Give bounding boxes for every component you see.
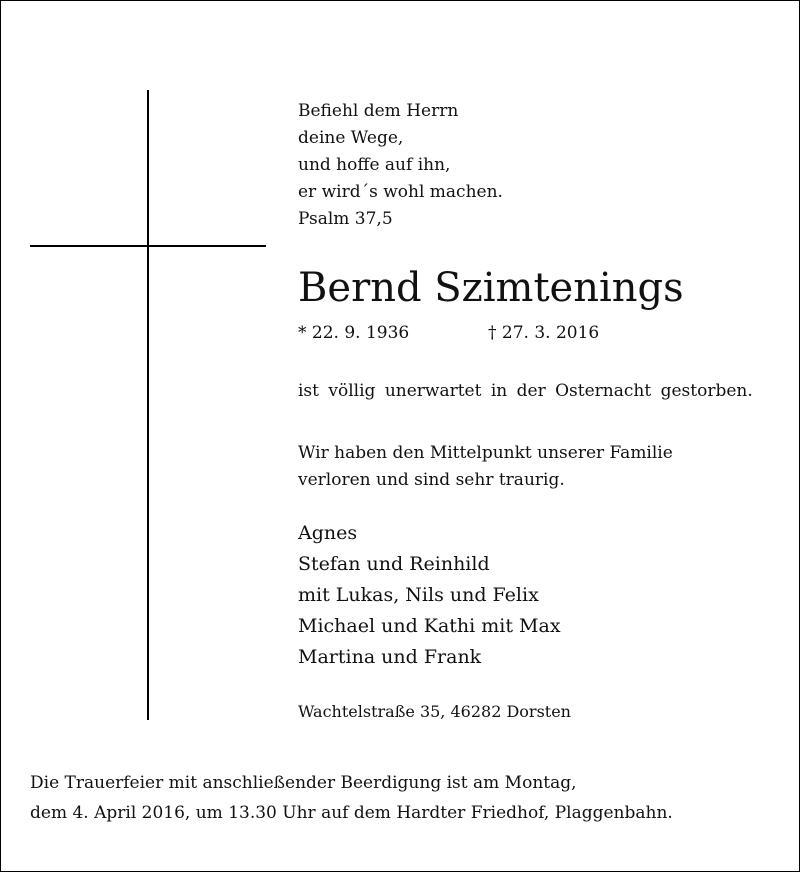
deceased-name: Bernd Szimtenings: [298, 265, 684, 311]
funeral-details-line: Die Trauerfeier mit anschließender Beerdigung ist am Montag,: [30, 773, 577, 793]
family-member: Stefan und Reinhild: [298, 553, 490, 575]
psalm-line: Befiehl dem Herrn: [298, 101, 459, 121]
notice-content: [298, 98, 778, 721]
psalm-line: er wird´s wohl machen.: [298, 182, 503, 202]
psalm-line: deine Wege,: [298, 128, 404, 148]
birth-date: * 22. 9. 1936: [298, 323, 410, 343]
psalm-verse: [298, 98, 778, 233]
funeral-details: [30, 768, 770, 828]
family-members: [298, 518, 778, 673]
family-address: Wachtelstraße 35, 46282 Dorsten: [298, 702, 571, 721]
family-member: Agnes: [298, 522, 358, 544]
death-statement: ist völlig unerwartet in der Osternacht gestorben.: [298, 381, 753, 401]
family-member: Michael und Kathi mit Max: [298, 615, 561, 637]
psalm-line: und hoffe auf ihn,: [298, 155, 451, 175]
family-member: Martina und Frank: [298, 646, 482, 668]
death-date: † 27. 3. 2016: [488, 323, 600, 343]
cross-icon-vertical-bar: [147, 90, 149, 720]
psalm-reference: Psalm 37,5: [298, 209, 393, 229]
message-line: verloren und sind sehr traurig.: [298, 470, 565, 490]
funeral-details-line: dem 4. April 2016, um 13.30 Uhr auf dem Hardter Friedhof, Plaggenbahn.: [30, 803, 673, 823]
message-line: Wir haben den Mittelpunkt unserer Familie: [298, 443, 673, 463]
family-member: mit Lukas, Nils und Felix: [298, 584, 539, 606]
family-message: [298, 440, 778, 494]
cross-icon-horizontal-bar: [30, 245, 266, 247]
